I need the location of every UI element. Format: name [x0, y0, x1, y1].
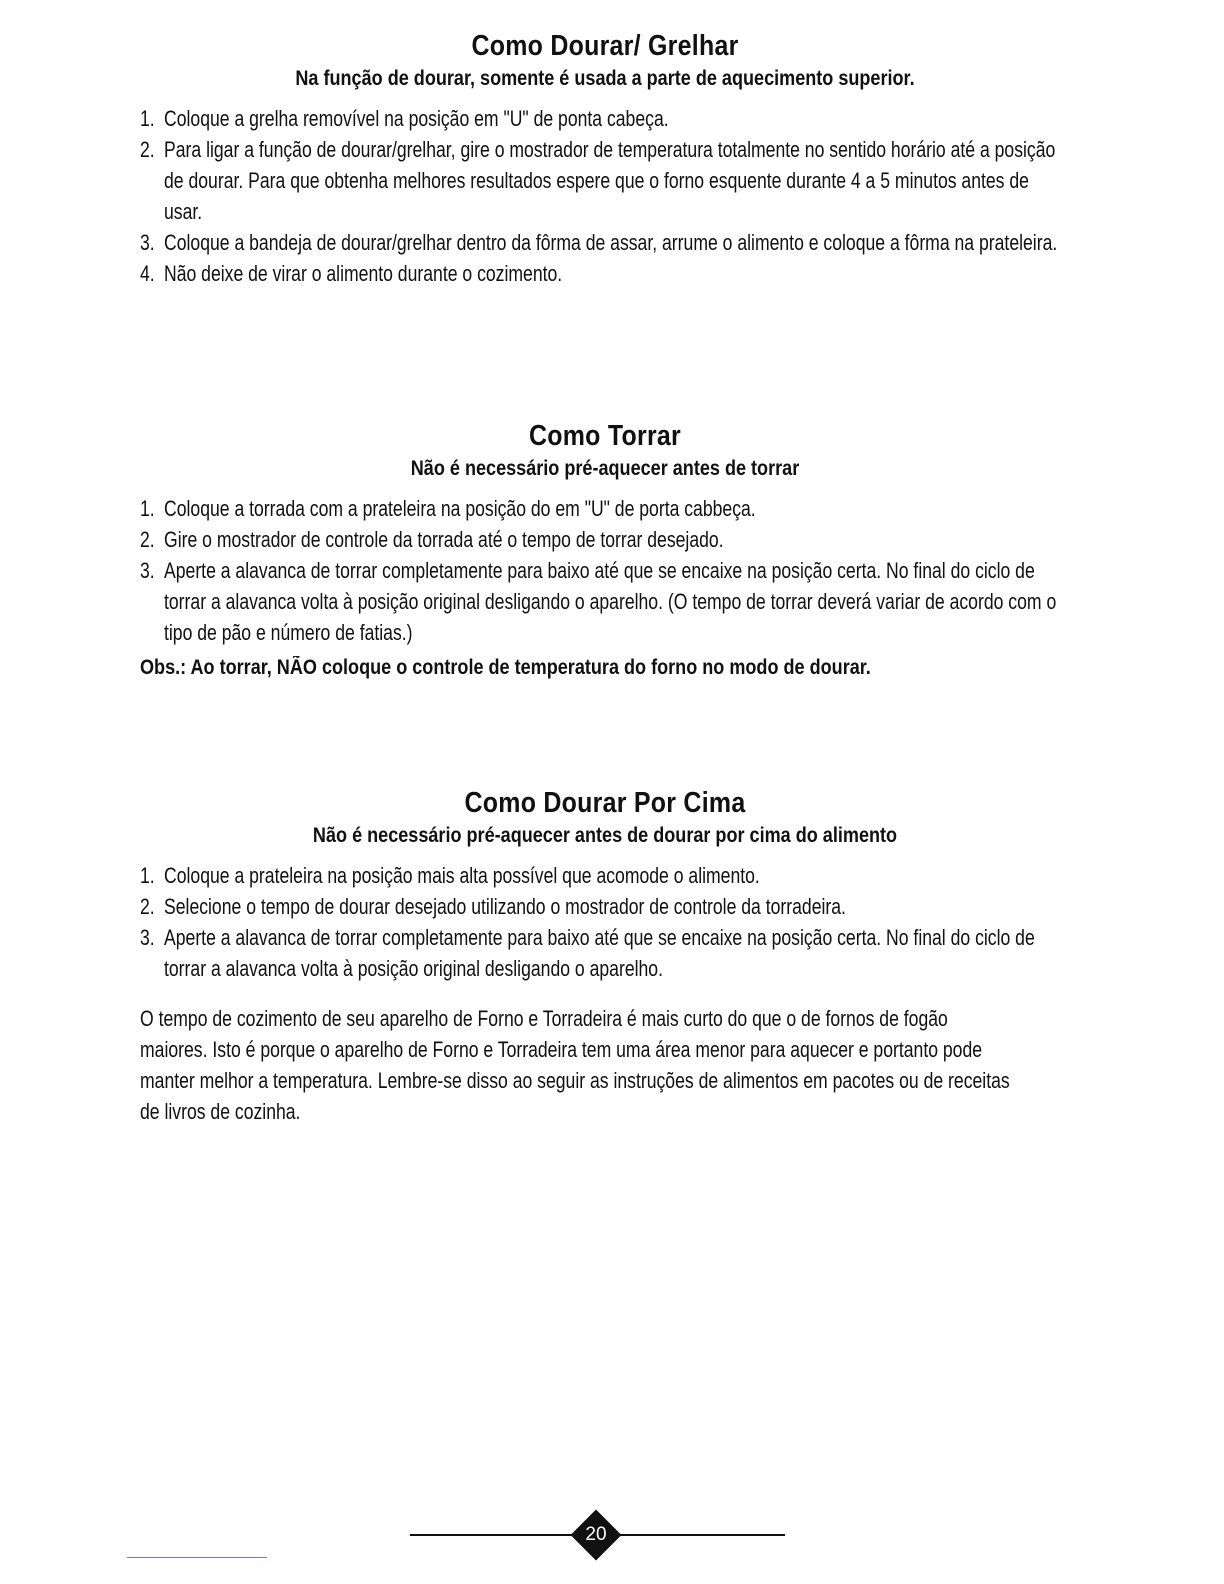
closing-paragraph: O tempo de cozimento de seu aparelho de Forno e Torradeira é mais curto do que o de fornos de fogão maiores. Isto é porque o aparelho de Forno e Torradeira tem uma área menor para aquecer e portanto pode manter melhor a temperatura. Lembre-se disso ao seguir as instruções de alimentos em pacotes ou de receitas de livros de cozinha. [140, 1006, 1010, 1124]
page-number: 20 [585, 1524, 607, 1545]
section-subtitle: Não é necessário pré-aquecer antes de dourar por cima do alimento [312, 824, 898, 847]
section-title: Como Dourar Por Cima [464, 787, 746, 819]
section-subtitle: Na função de dourar, somente é usada a parte de aquecimento superior. [295, 67, 915, 90]
section-subtitle: Não é necessário pré-aquecer antes de torrar [410, 457, 800, 480]
list-item: 4. Não deixe de virar o alimento durante o cozimento. [140, 261, 563, 286]
instruction-list [140, 493, 1068, 648]
rule-right [610, 1534, 785, 1536]
list-item: 1. Coloque a prateleira na posição mais alta possível que acomode o alimento. [140, 863, 760, 888]
list-item: 1. Coloque a grelha removível na posição em "U" de ponta cabeça. [140, 106, 669, 131]
bottom-rule [127, 1557, 267, 1558]
instruction-list [140, 860, 1068, 984]
rule-left [410, 1534, 582, 1536]
section-dourar-grelhar [140, 30, 1070, 289]
section-torrar [140, 420, 1070, 680]
section-title: Como Dourar/ Grelhar [471, 30, 739, 62]
instruction-list [140, 103, 1068, 289]
list-item: 3. Aperte a alavanca de torrar completamente para baixo até que se encaixe na posição certa. No final do ciclo de torrar a alavanca volta à posição original desligando o aparelho. [140, 925, 1035, 981]
list-item: 3. Coloque a bandeja de dourar/grelhar dentro da fôrma de assar, arrume o alimento e coloque a fôrma na prateleira. [140, 230, 1058, 255]
section-dourar-por-cima [140, 787, 1070, 984]
page-number-bar [410, 1512, 785, 1558]
list-item: 2. Para ligar a função de dourar/grelhar, gire o mostrador de temperatura totalmente no sentido horário até a posição de dourar. Para que obtenha melhores resultados espere que o forno esquente durante 4 a 5 minutos antes de usar. [140, 137, 1056, 224]
list-item: 2. Selecione o tempo de dourar desejado utilizando o mostrador de controle da torradeira. [140, 894, 846, 919]
note-obs: Obs.: Ao torrar, NÃO coloque o controle de temperatura do forno no modo de dourar. [140, 656, 871, 679]
list-item: 2. Gire o mostrador de controle da torrada até o tempo de torrar desejado. [140, 527, 724, 552]
section-title: Como Torrar [528, 420, 682, 452]
list-item: 1. Coloque a torrada com a prateleira na posição do em "U" de porta cabbeça. [140, 496, 756, 521]
list-item: 3. Aperte a alavanca de torrar completamente para baixo até que se encaixe na posição certa. No final do ciclo de torrar a alavanca volta à posição original desligando o aparelho. (O tempo de torrar deverá variar de acordo com o tipo de pão e número de fatias.) [140, 558, 1057, 645]
